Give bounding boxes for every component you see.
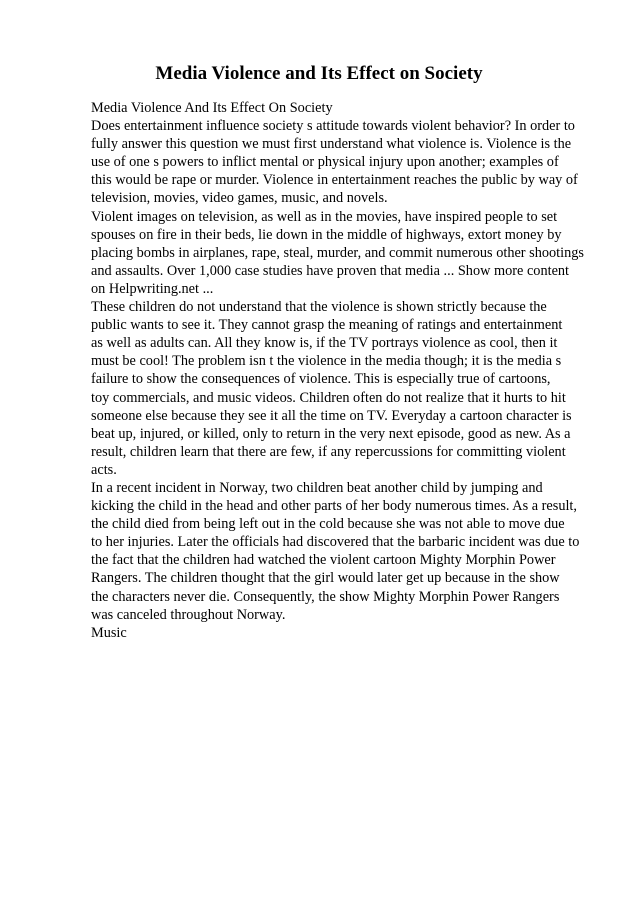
- document-body: [91, 99, 631, 642]
- text-line: was canceled throughout Norway.: [91, 606, 286, 623]
- text-line: must be cool! The problem isn t the violence in the media though; it is the media s: [91, 353, 562, 370]
- text-line: on Helpwriting.net ...: [91, 280, 214, 297]
- text-line: kicking the child in the head and other parts of her body numerous times. As a result,: [91, 498, 577, 515]
- text-line: this would be rape or murder. Violence in entertainment reaches the public by way of: [91, 172, 578, 189]
- text-line: result, children learn that there are few, if any repercussions for committing violent: [91, 443, 566, 460]
- text-line: Rangers. The children thought that the girl would later get up because in the show: [91, 570, 560, 587]
- text-line: public wants to see it. They cannot grasp the meaning of ratings and entertainment: [91, 317, 563, 334]
- text-line: use of one s powers to inflict mental or physical injury upon another; examples of: [91, 154, 559, 171]
- text-line: Media Violence And Its Effect On Society: [91, 100, 333, 116]
- text-line: and assaults. Over 1,000 case studies have proven that media ... Show more content: [91, 262, 570, 279]
- text-line: Violent images on television, as well as in the movies, have inspired people to set: [91, 208, 558, 225]
- text-line: the fact that the children had watched the violent cartoon Mighty Morphin Power: [91, 552, 556, 569]
- text-line: beat up, injured, or killed, only to return in the very next episode, good as new. As a: [91, 425, 571, 442]
- text-line: failure to show the consequences of violence. This is especially true of cartoons,: [91, 371, 551, 388]
- text-line: to her injuries. Later the officials had discovered that the barbaric incident was due to: [91, 534, 580, 551]
- text-line: as well as adults can. All they know is, if the TV portrays violence as cool, then it: [91, 335, 558, 352]
- text-line: spouses on fire in their beds, lie down in the middle of highways, extort money by: [91, 226, 562, 243]
- text-line: fully answer this question we must first understand what violence is. Violence is the: [91, 136, 572, 153]
- text-line: the child died from being left out in the cold because she was not able to move due: [91, 516, 565, 533]
- text-line: placing bombs in airplanes, rape, steal, murder, and commit numerous other shootings: [91, 244, 584, 261]
- document-title: Media Violence and Its Effect on Society: [155, 63, 483, 84]
- text-line: the characters never die. Consequently, the show Mighty Morphin Power Rangers: [91, 588, 560, 605]
- text-line: television, movies, video games, music, and novels.: [91, 190, 388, 207]
- text-line: acts.: [91, 461, 117, 478]
- text-line: These children do not understand that the violence is shown strictly because the: [91, 299, 547, 316]
- text-line: toy commercials, and music videos. Children often do not realize that it hurts to hit: [91, 389, 566, 406]
- text-line: Music: [91, 624, 127, 641]
- text-line: someone else because they see it all the time on TV. Everyday a cartoon character is: [91, 407, 572, 424]
- text-line: In a recent incident in Norway, two children beat another child by jumping and: [91, 479, 543, 496]
- text-line: Does entertainment influence society s attitude towards violent behavior? In order to: [91, 118, 575, 135]
